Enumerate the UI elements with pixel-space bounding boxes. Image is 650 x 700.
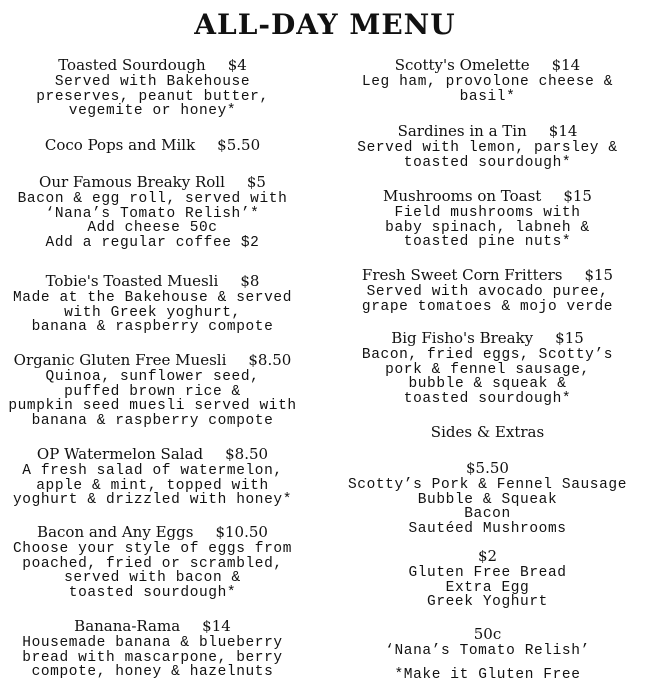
item-price: $5	[246, 173, 266, 191]
item-description	[0, 192, 315, 250]
description-line: served with bacon &	[64, 570, 241, 586]
menu-item	[0, 172, 315, 250]
item-heading	[325, 328, 650, 348]
side-item: Bacon	[464, 506, 511, 522]
description-line: basil*	[459, 88, 516, 105]
item-name: Mushrooms on Toast	[383, 187, 542, 205]
menu-item	[0, 444, 315, 508]
sides-price: 50c	[473, 625, 502, 643]
description-line: toasted pine nuts*	[403, 234, 572, 250]
item-description	[325, 285, 650, 314]
item-price: $4	[227, 56, 247, 74]
menu-item	[0, 350, 315, 428]
menu-item	[0, 271, 315, 335]
item-description	[0, 464, 315, 508]
description-line: yoghurt & drizzled with honey*	[12, 492, 293, 508]
item-price: $15	[584, 266, 614, 284]
description-line: Served with avocado puree,	[366, 284, 609, 300]
side-item: Greek Yoghurt	[427, 594, 548, 610]
sides-price: $5.50	[466, 459, 509, 477]
description-line: Field mushrooms with	[394, 205, 581, 221]
menu-item	[325, 121, 650, 170]
item-name: Our Famous Breaky Roll	[39, 173, 225, 191]
description-line: Served with Bakehouse	[54, 74, 251, 90]
description-line: banana & raspberry compote	[31, 319, 274, 335]
menu-item	[325, 55, 650, 104]
menu-item	[325, 265, 650, 314]
item-name: Sardines in a Tin	[397, 122, 527, 140]
item-description	[325, 206, 650, 250]
description-line: preserves, peanut butter,	[36, 88, 269, 105]
item-heading	[325, 121, 650, 141]
item-heading	[0, 271, 315, 291]
description-line: toasted sourdough*	[403, 390, 572, 407]
item-name: Scotty's Omelette	[394, 56, 530, 74]
sides-list	[325, 566, 650, 610]
item-price: $14	[548, 122, 578, 140]
description-line: Leg ham, provolone cheese &	[361, 74, 614, 90]
item-name: Organic Gluten Free Muesli	[13, 351, 227, 369]
description-line: vegemite or honey*	[68, 103, 237, 119]
description-line: Housemade banana & blueberry	[22, 635, 283, 651]
menu-item	[325, 186, 650, 250]
item-price: $10.50	[215, 523, 268, 541]
item-description	[325, 348, 650, 406]
description-line: apple & mint, topped with	[36, 477, 269, 494]
description-line: baby spinach, labneh &	[385, 219, 590, 236]
item-name: Coco Pops and Milk	[44, 136, 196, 154]
item-price: $8.50	[225, 445, 269, 463]
item-name: Banana-Rama	[74, 617, 181, 635]
menu-item	[0, 55, 315, 119]
item-heading	[0, 350, 315, 370]
item-price: $15	[555, 329, 584, 347]
description-line: puffed brown rice &	[64, 383, 241, 400]
description-line: Add cheese 50c	[87, 220, 218, 236]
sides-group	[325, 458, 650, 536]
item-description	[0, 75, 315, 119]
description-line: grape tomatoes & mojo verde	[361, 298, 614, 315]
side-item: Sautéed Mushrooms	[408, 520, 567, 537]
description-line: Quinoa, sunflower seed,	[45, 369, 260, 385]
description-line: Made at the Bakehouse & served	[12, 290, 293, 306]
description-line: compote, honey & hazelnuts	[31, 664, 274, 680]
item-description	[325, 141, 650, 170]
footnote: *Make it Gluten Free	[394, 667, 581, 683]
side-item: Bubble & Squeak	[417, 491, 558, 508]
item-name: Toasted Sourdough	[58, 56, 206, 74]
menu-item	[325, 328, 650, 406]
description-line: poached, fried or scrambled,	[22, 555, 283, 572]
sides-list	[325, 644, 650, 659]
description-line: with Greek yoghurt,	[64, 304, 241, 321]
sides-group	[325, 546, 650, 610]
side-item: ‘Nana’s Tomato Relish’	[385, 643, 590, 659]
item-price: $5.50	[217, 136, 261, 154]
description-line: pumpkin seed muesli served with	[8, 398, 297, 414]
menu-item	[0, 616, 315, 680]
sides-list	[325, 478, 650, 536]
item-heading	[0, 55, 315, 75]
description-line: A fresh salad of watermelon,	[22, 463, 283, 479]
description-line: toasted sourdough*	[403, 154, 572, 171]
item-heading	[0, 172, 315, 192]
item-price: $14	[551, 56, 581, 74]
item-name: OP Watermelon Salad	[36, 445, 204, 463]
description-line: Served with lemon, parsley &	[357, 140, 618, 156]
item-price: $15	[563, 187, 592, 205]
menu-item	[0, 522, 315, 600]
menu-item	[0, 135, 315, 155]
item-name: Fresh Sweet Corn Fritters	[361, 266, 563, 284]
item-name: Tobie's Toasted Muesli	[45, 272, 219, 290]
item-price: $14	[202, 617, 231, 635]
item-description	[325, 75, 650, 104]
item-description	[0, 291, 315, 335]
description-line: toasted sourdough*	[68, 584, 237, 601]
item-description	[0, 542, 315, 600]
description-line: Add a regular coffee $2	[45, 234, 260, 251]
description-line: banana & raspberry compote	[31, 412, 274, 429]
item-heading	[0, 444, 315, 464]
description-line: Bacon & egg roll, served with	[17, 191, 288, 207]
side-item: Gluten Free Bread	[408, 565, 567, 581]
item-price: $8	[240, 272, 260, 290]
item-heading	[325, 55, 650, 75]
item-name: Bacon and Any Eggs	[37, 523, 194, 541]
item-heading	[0, 522, 315, 542]
description-line: pork & fennel sausage,	[385, 361, 590, 378]
sides-price: $2	[477, 547, 498, 565]
item-heading	[325, 265, 650, 285]
item-description	[0, 636, 315, 680]
description-line: Choose your style of eggs from	[12, 541, 293, 557]
item-price: $8.50	[248, 351, 292, 369]
item-heading	[0, 135, 315, 155]
description-line: Bacon, fried eggs, Scotty’s	[361, 347, 614, 363]
side-item: Scotty’s Pork & Fennel Sausage	[347, 477, 628, 493]
item-heading	[0, 616, 315, 636]
sides-group	[325, 624, 650, 659]
menu-title: ALL-DAY MENU	[194, 8, 456, 41]
description-line: bubble & squeak &	[408, 376, 567, 392]
description-line: bread with mascarpone, berry	[22, 649, 283, 666]
item-name: Big Fisho's Breaky	[391, 329, 534, 347]
description-line: ‘Nana’s Tomato Relish’*	[45, 205, 260, 222]
side-item: Extra Egg	[445, 579, 530, 596]
item-description	[0, 370, 315, 428]
sides-heading: Sides & Extras	[430, 423, 545, 441]
item-heading	[325, 186, 650, 206]
